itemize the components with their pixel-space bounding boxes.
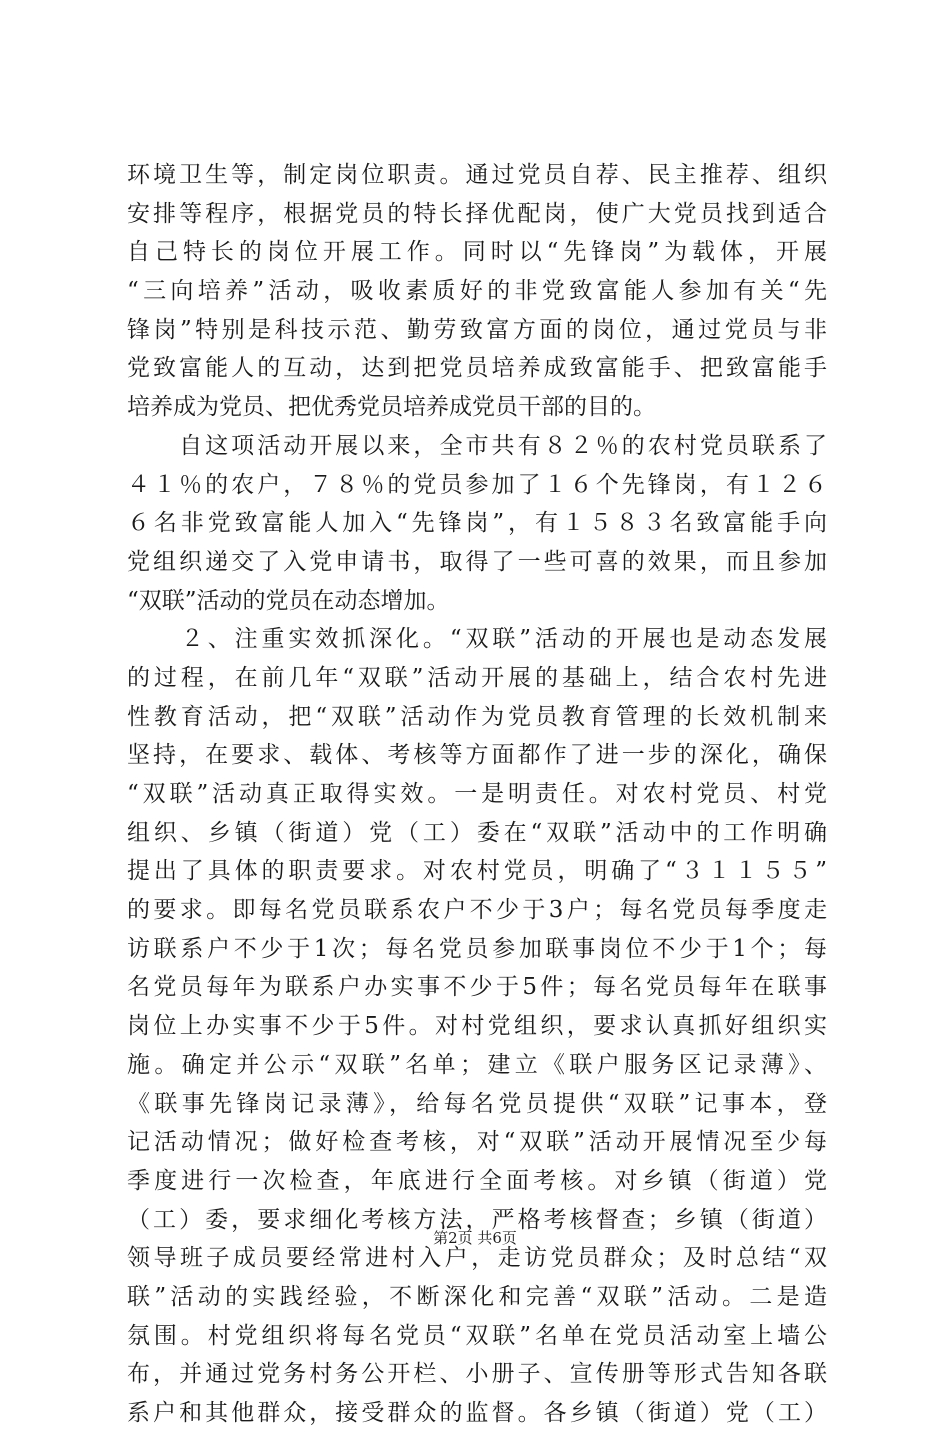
text-line: 布，并通过党务村务公开栏、小册子、宣传册等形式告知各联 (127, 1361, 827, 1388)
text-line: 记活动情况；做好检查考核，对“双联”活动开展情况至少每 (127, 1129, 827, 1156)
text-line: 安排等程序，根据党员的特长择优配岗，使广大党员找到适合 (127, 200, 827, 227)
text-line: ２、注重实效抓深化。“双联”活动的开展也是动态发展 (127, 626, 827, 653)
text-line: 坚持，在要求、载体、考核等方面都作了进一步的深化，确保 (127, 742, 827, 769)
text-line: 的要求。即每名党员联系农户不少于3户；每名党员每季度走 (127, 897, 827, 924)
text-line: 性教育活动，把“双联”活动作为党员教育管理的长效机制来 (127, 703, 827, 730)
text-line: ６名非党致富能人加入“先锋岗”，有１５８３名致富能手向 (127, 510, 827, 537)
text-line: 季度进行一次检查，年底进行全面考核。对乡镇（街道）党 (127, 1167, 827, 1194)
text-line: 联”活动的实践经验，不断深化和完善“双联”活动。二是造 (127, 1283, 827, 1310)
text-line: 锋岗”特别是科技示范、勤劳致富方面的岗位，通过党员与非 (127, 316, 827, 343)
text-line: 的过程，在前几年“双联”活动开展的基础上，结合农村先进 (127, 664, 827, 691)
text-line: “双联”活动的党员在动态增加。 (127, 587, 450, 614)
text-line: （工）委，要求细化考核方法，严格考核督查；乡镇（街道） (127, 1206, 827, 1233)
text-line: 氛围。村党组织将每名党员“双联”名单在党员活动室上墙公 (127, 1322, 827, 1349)
text-line: 施。确定并公示“双联”名单；建立《联户服务区记录薄》、 (127, 1051, 827, 1078)
text-line: 党致富能人的互动，达到把党员培养成致富能手、把致富能手 (127, 355, 827, 382)
text-line: 提出了具体的职责要求。对农村党员，明确了“３１１５５” (127, 858, 827, 885)
text-line: 自己特长的岗位开展工作。同时以“先锋岗”为载体，开展 (127, 239, 827, 266)
text-line: 党组织递交了入党申请书，取得了一些可喜的效果，而且参加 (127, 548, 827, 575)
text-line: 系户和其他群众，接受群众的监督。各乡镇（街道）党（工） (127, 1400, 827, 1426)
page-number-footer: 第2页 共6页 (433, 1229, 517, 1247)
text-line: 《联事先锋岗记录薄》，给每名党员提供“双联”记事本，登 (127, 1090, 827, 1117)
text-line: 培养成为党员、把优秀党员培养成党员干部的目的。 (127, 394, 656, 421)
text-line: 领导班子成员要经常进村入户，走访党员群众；及时总结“双 (127, 1245, 827, 1272)
text-line: 组织、乡镇（街道）党（工）委在“双联”活动中的工作明确 (127, 819, 827, 846)
text-line: “三向培养”活动，吸收素质好的非党致富能人参加有关“先 (127, 278, 827, 305)
text-line: “双联”活动真正取得实效。一是明责任。对农村党员、村党 (127, 781, 827, 807)
text-line: 名党员每年为联系户办实事不少于5件；每名党员每年在联事 (127, 974, 827, 1001)
text-line: 访联系户不少于1次；每名党员参加联事岗位不少于1个；每 (127, 935, 827, 962)
text-line: 环境卫生等，制定岗位职责。通过党员自荐、民主推荐、组织 (127, 162, 827, 188)
text-line: 岗位上办实事不少于5件。对村党组织，要求认真抓好组织实 (127, 1013, 827, 1040)
text-line: ４１％的农户，７８％的党员参加了１６个先锋岗，有１２６ (127, 471, 827, 498)
text-line: 自这项活动开展以来，全市共有８２％的农村党员联系了 (127, 432, 827, 459)
